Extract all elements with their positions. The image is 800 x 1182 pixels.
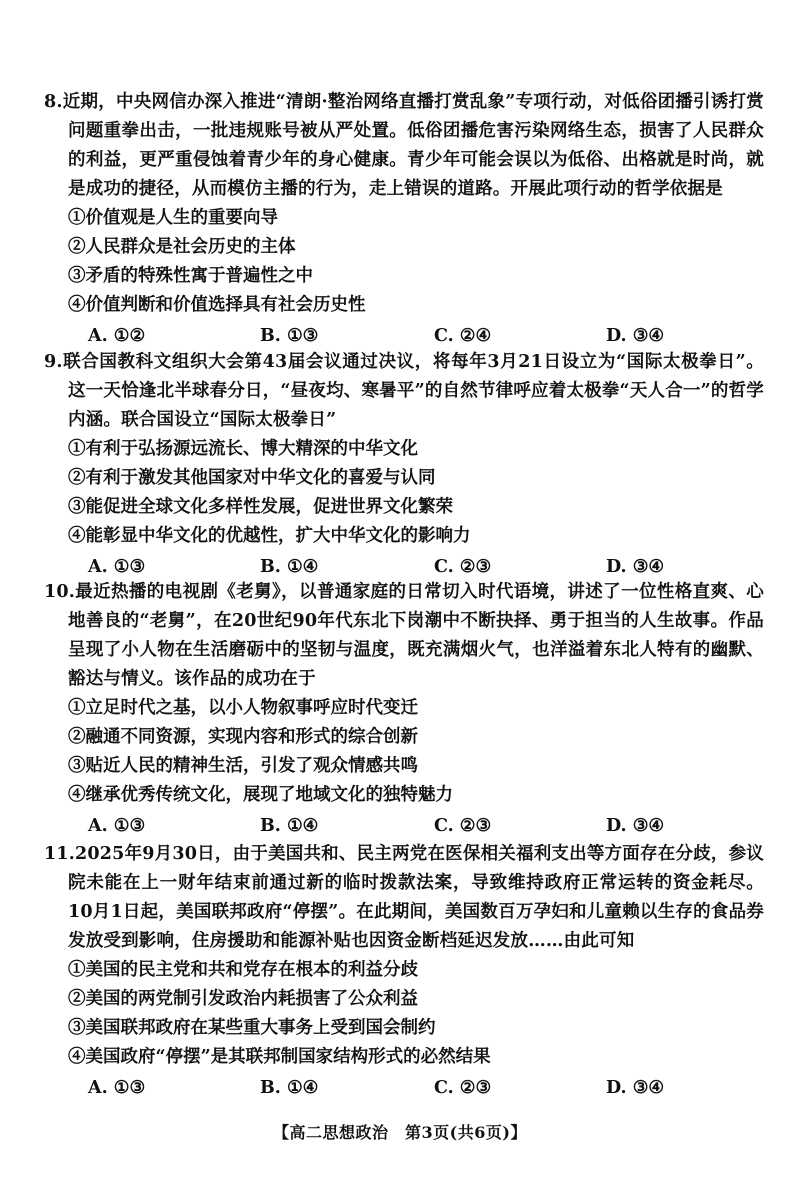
choice-a[interactable]: A. ①③ — [88, 557, 146, 577]
choice-d[interactable]: D. ③④ — [606, 816, 665, 836]
choice-c[interactable]: C. ②③ — [434, 1078, 492, 1098]
statement-4: ④美国政府“停摆”是其联邦制国家结构形式的必然结果 — [68, 1047, 491, 1067]
choice-a[interactable]: A. ①② — [88, 326, 146, 346]
choice-a[interactable]: A. ①③ — [88, 816, 146, 836]
question-8 — [44, 88, 764, 351]
statement-3: ③贴近人民的精神生活，引发了观众情感共鸣 — [68, 756, 418, 776]
question-stem: 10.最近热播的电视剧《老舅》，以普通家庭的日常切入时代语境，讲述了一位性格直爽、心地善良的“老舅”，在20世纪90年代东北下岗潮中不断抉择、勇于担当的人生故事。作品呈现了小人物在生活磨砺中的坚韧与温度，既充满烟火气，也洋溢着东北人特有的幽默、豁达与情义。该作品的成功在于 — [44, 582, 764, 689]
page-footer: 【高二思想政治 第3页(共6页)】 — [273, 1123, 527, 1142]
choice-b[interactable]: B. ①④ — [260, 557, 319, 577]
statement-4: ④价值判断和价值选择具有社会历史性 — [68, 295, 366, 315]
statement-3: ③能促进全球文化多样性发展，促进世界文化繁荣 — [68, 497, 453, 517]
answer-choices — [44, 1074, 764, 1103]
statement-1: ①美国的民主党和共和党存在根本的利益分歧 — [68, 960, 418, 980]
choice-b[interactable]: B. ①③ — [260, 326, 319, 346]
statement-2: ②人民群众是社会历史的主体 — [68, 237, 296, 257]
question-stem: 8.近期，中央网信办深入推进“清朗·整治网络直播打赏乱象”专项行动，对低俗团播引诱打赏问题重拳出击，一批违规账号被从严处置。低俗团播危害污染网络生态，损害了人民群众的利益，更严重侵蚀着青少年的身心健康。青少年可能会误以为低俗、出格就是时尚，就是成功的捷径，从而模仿主播的行为，走上错误的道路。开展此项行动的哲学依据是 — [44, 92, 764, 199]
question-9 — [44, 348, 764, 582]
statement-4: ④能彰显中华文化的优越性，扩大中华文化的影响力 — [68, 526, 471, 546]
choice-c[interactable]: C. ②④ — [434, 326, 492, 346]
question-11 — [44, 840, 764, 1103]
answer-choices — [44, 812, 764, 841]
statement-2: ②有利于激发其他国家对中华文化的喜爱与认同 — [68, 468, 436, 488]
choice-a[interactable]: A. ①③ — [88, 1078, 146, 1098]
choice-d[interactable]: D. ③④ — [606, 326, 665, 346]
statement-2: ②美国的两党制引发政治内耗损害了公众利益 — [68, 989, 418, 1009]
answer-choices — [44, 322, 764, 351]
statement-3: ③矛盾的特殊性寓于普遍性之中 — [68, 266, 313, 286]
question-10 — [44, 578, 764, 841]
statement-1: ①价值观是人生的重要向导 — [68, 208, 278, 228]
statement-1: ①立足时代之基，以小人物叙事呼应时代变迁 — [68, 698, 418, 718]
choice-b[interactable]: B. ①④ — [260, 1078, 319, 1098]
statement-4: ④继承优秀传统文化，展现了地域文化的独特魅力 — [68, 785, 453, 805]
statement-3: ③美国联邦政府在某些重大事务上受到国会制约 — [68, 1018, 436, 1038]
choice-d[interactable]: D. ③④ — [606, 1078, 665, 1098]
choice-c[interactable]: C. ②③ — [434, 816, 492, 836]
statement-1: ①有利于弘扬源远流长、博大精深的中华文化 — [68, 439, 418, 459]
choice-d[interactable]: D. ③④ — [606, 557, 665, 577]
question-stem: 11.2025年9月30日，由于美国共和、民主两党在医保相关福利支出等方面存在分歧，参议院未能在上一财年结束前通过新的临时拨款法案，导致维持政府正常运转的资金耗尽。10月1日起，美国联邦政府“停摆”。在此期间，美国数百万孕妇和儿童赖以生存的食品券发放受到影响，住房援助和能源补贴也因资金断档延迟发放……由此可知 — [44, 844, 764, 951]
choice-c[interactable]: C. ②③ — [434, 557, 492, 577]
question-stem: 9.联合国教科文组织大会第43届会议通过决议，将每年3月21日设立为“国际太极拳日”。这一天恰逢北半球春分日，“昼夜均、寒暑平”的自然节律呼应着太极拳“天人合一”的哲学内涵。联合国设立“国际太极拳日” — [44, 352, 764, 430]
statement-2: ②融通不同资源，实现内容和形式的综合创新 — [68, 727, 418, 747]
choice-b[interactable]: B. ①④ — [260, 816, 319, 836]
